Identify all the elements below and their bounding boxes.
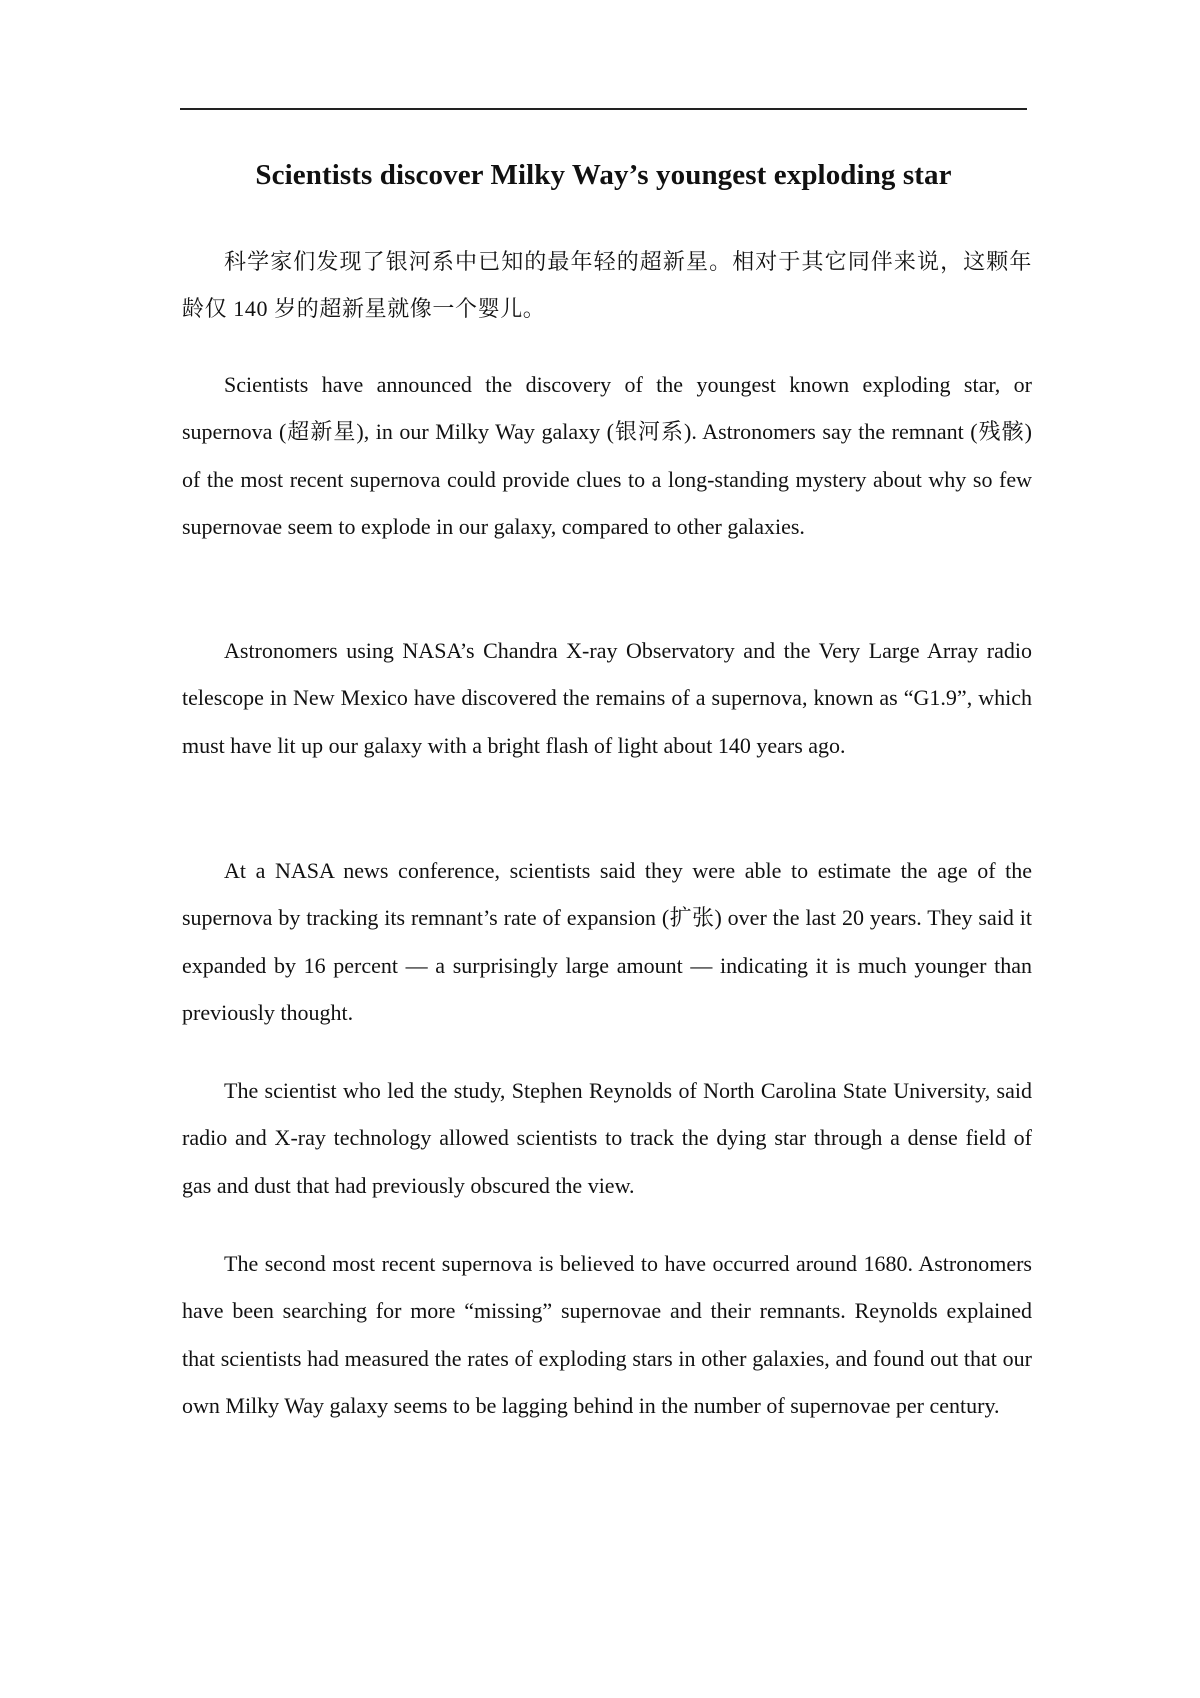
- body-paragraph-5: The second most recent supernova is believed to have occurred around 1680. Astronomers have been searching for more “missing” supernovae and their remnants. Reynolds explained that scientists had measured the rates of exploding stars in other galaxies, and found out that our own Milky Way galaxy seems to be lagging behind in the number of supernovae per century.: [182, 1251, 1032, 1419]
- body-paragraph-2: Astronomers using NASA’s Chandra X-ray Observatory and the Very Large Array radio telescope in New Mexico have discovered the remains of a supernova, known as “G1.9”, which must have lit up our galaxy with a bright flash of light about 140 years ago.: [182, 638, 1032, 758]
- body-paragraph-3: At a NASA news conference, scientists said they were able to estimate the age of the supernova by tracking its remnant’s rate of expansion (扩张) over the last 20 years. They said it expanded by 16 percent — a surprisingly large amount — indicating it is much younger than previously thought.: [182, 858, 1032, 1026]
- body-paragraph-4: The scientist who led the study, Stephen Reynolds of North Carolina State University, said radio and X-ray technology allowed scientists to track the dying star through a dense field of gas and dust that had previously obscured the view.: [182, 1078, 1032, 1198]
- chinese-summary-paragraph: 科学家们发现了银河系中已知的最年轻的超新星。相对于其它同伴来说，这颗年龄仅 140 岁的超新星就像一个婴儿。: [182, 249, 1032, 321]
- article-title: Scientists discover Milky Way’s youngest exploding star: [255, 159, 952, 191]
- body-paragraph-1: Scientists have announced the discovery of the youngest known exploding star, or supernova (超新星), in our Milky Way galaxy (银河系). Astronomers say the remnant (残骸) of the most recent supernova could provide clues to a long-standing mystery about why so few supernovae seem to explode in our galaxy, compared to other galaxies.: [182, 372, 1032, 540]
- header-rule: [180, 108, 1027, 110]
